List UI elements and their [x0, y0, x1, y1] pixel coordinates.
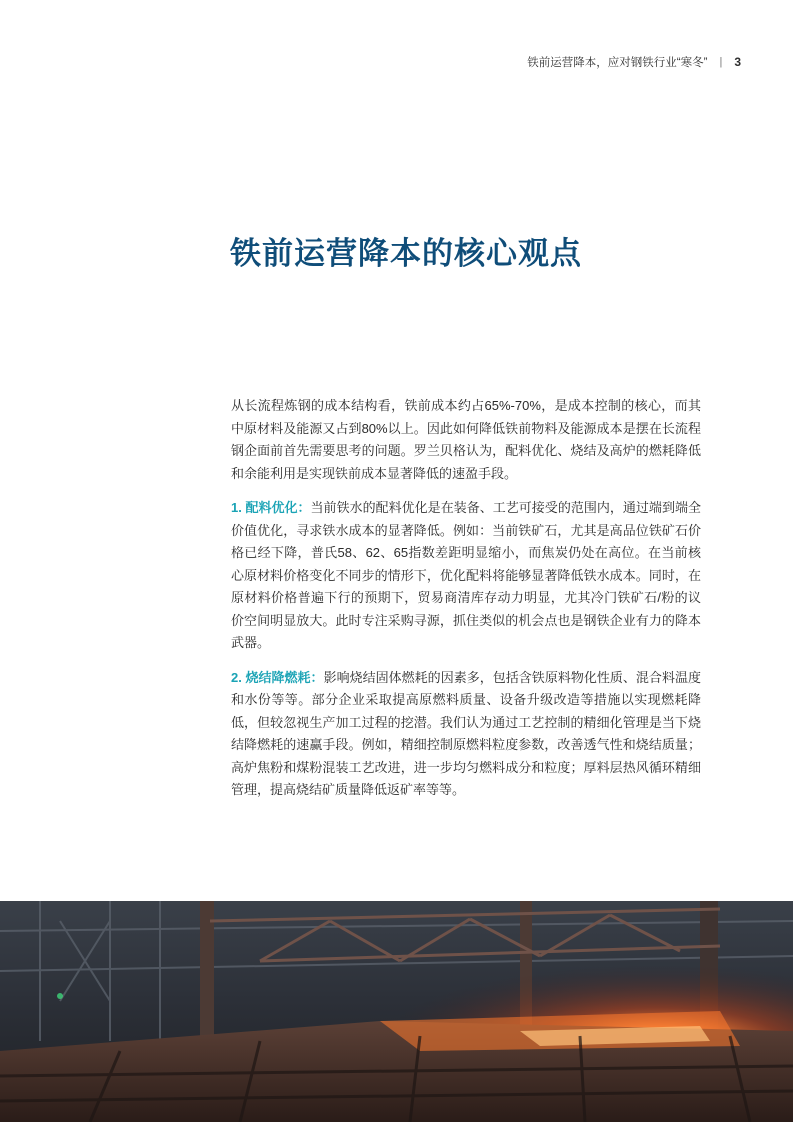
page-title: 铁前运营降本的核心观点 — [230, 236, 582, 271]
intro-paragraph: 从长流程炼钢的成本结构看，铁前成本约占65%-70%，是成本控制的核心，而其中原材料及能源又占到80%以上。因此如何降低铁前物料及能源成本是摆在长流程钢企面前首先需要思考的问题。罗兰贝格认为，配料优化、烧结及高炉的燃耗降低和余能利用是实现铁前成本显著降低的速盈手段。 — [231, 398, 701, 481]
section-paragraph-2 — [231, 667, 701, 802]
section-label-2: 2. 烧结降燃耗： — [231, 669, 324, 685]
section-text-2: 影响烧结固体燃耗的因素多，包括含铁原料物化性质、混合料温度和水份等等。部分企业采取提高原燃料质量、设备升级改造等措施以实现燃耗降低，但较忽视生产加工过程的挖潜。我们认为通过工艺控制的精细化管理是当下烧结降燃耗的速赢手段。例如，精细控制原燃料粒度参数，改善透气性和烧结质量；高炉焦粉和煤粉混装工艺改进，进一步均匀燃料成分和粒度；厚料层热风循环精细管理，提高烧结矿质量降低返矿率等等。 — [231, 669, 701, 797]
section-paragraph-1 — [231, 497, 701, 655]
page-number: 3 — [734, 55, 741, 69]
steel-mill-photo — [0, 901, 793, 1122]
body-text — [231, 395, 701, 814]
running-header — [527, 54, 741, 70]
running-header-title: 铁前运营降本，应对钢铁行业“寒冬” — [527, 57, 708, 69]
header-separator: | — [719, 56, 723, 68]
section-label-1: 1. 配料优化： — [231, 500, 311, 515]
section-text-1: 当前铁水的配料优化是在装备、工艺可接受的范围内，通过端到端全价值优化，寻求铁水成本的显著降低。例如：当前铁矿石，尤其是高品位铁矿石价格已经下降，普氏58、62、65指数差距明显缩小，而焦炭仍处在高位。在当前核心原材料价格变化不同步的情形下，优化配料将能够显著降低铁水成本。同时，在原材料价格普遍下行的预期下，贸易商清库存动力明显，尤其冷门铁矿石/粉的议价空间明显放大。此时专注采购寻源，抓住类似的机会点也是钢铁企业有力的降本武器。 — [231, 500, 701, 650]
